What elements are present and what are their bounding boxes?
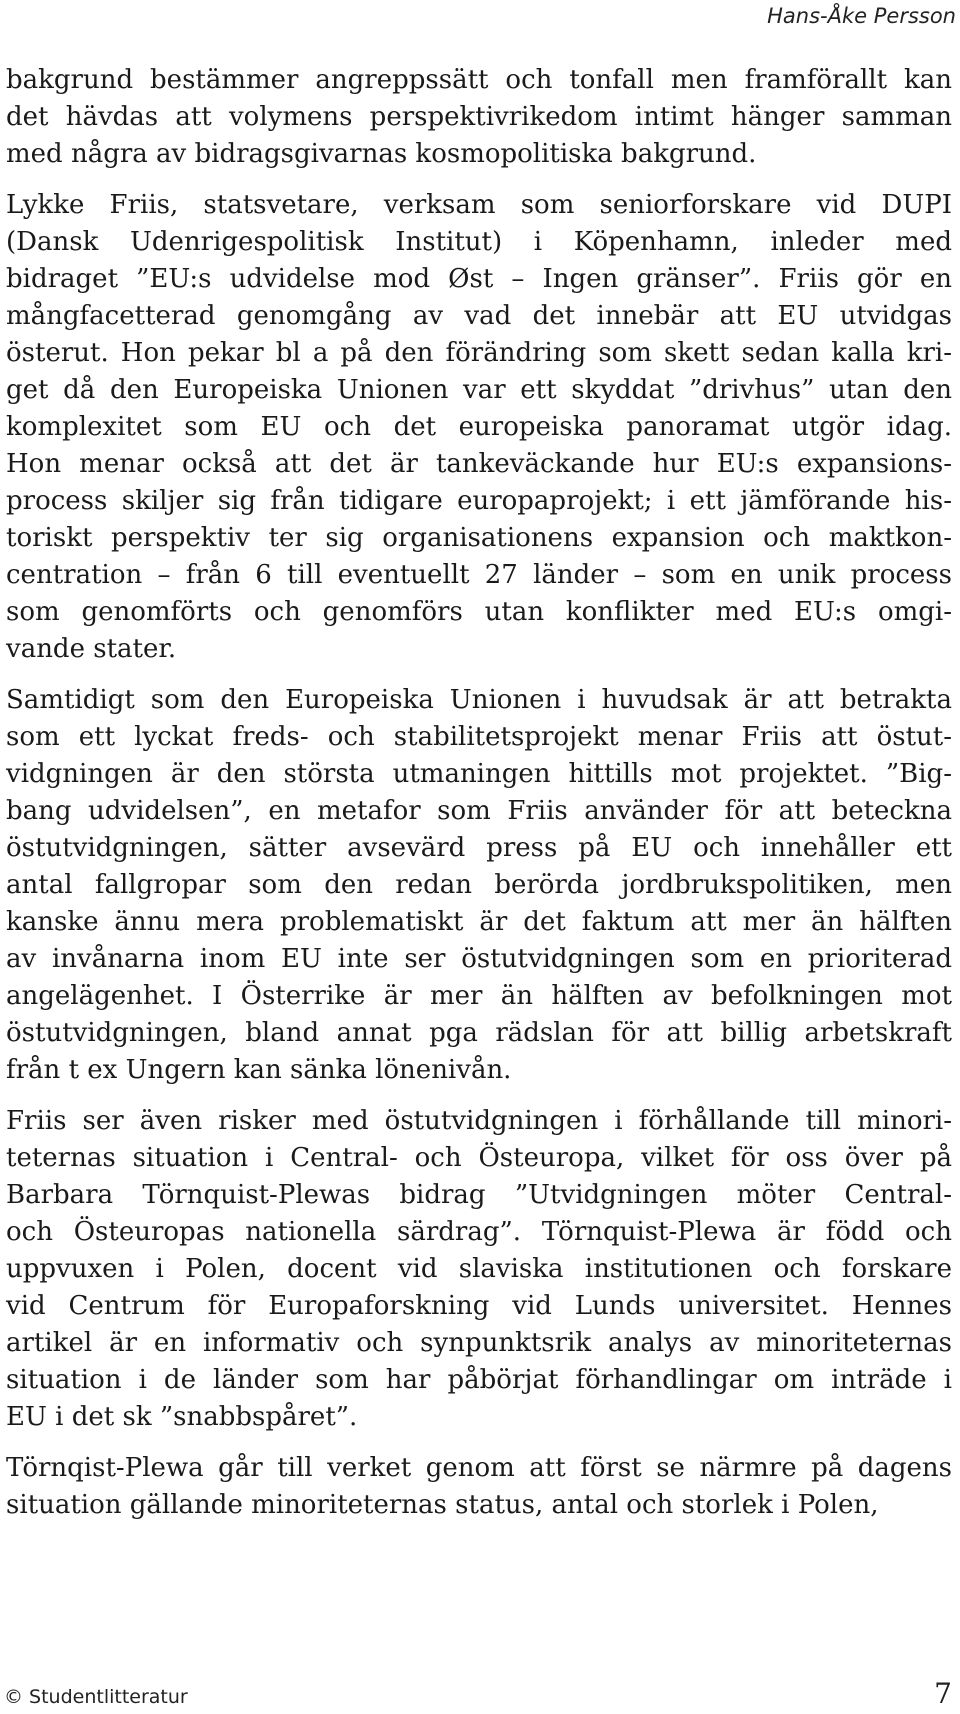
text-line: som genomförts och genomförs utan konflikter med EU:s omgi-	[6, 597, 952, 627]
text-line: österut. Hon pekar bl a på den förändring som skett sedan kalla kri-	[6, 338, 952, 368]
text-line: artikel är en informativ och synpunktsrik analys av minoriteternas	[6, 1328, 952, 1358]
paragraph	[6, 1450, 952, 1524]
text-line: östutvidgningen, sätter avsevärd press på EU och innehåller ett	[6, 833, 952, 863]
text-line: från t ex Ungern kan sänka lönenivån.	[6, 1055, 512, 1085]
text-line: bang udvidelsen”, en metafor som Friis använder för att beteckna	[6, 796, 952, 826]
text-line: östutvidgningen, bland annat pga rädslan för att billig arbetskraft	[6, 1018, 952, 1048]
text-line: komplexitet som EU och det europeiska panoramat utgör idag.	[6, 412, 952, 442]
text-line: uppvuxen i Polen, docent vid slaviska institutionen och forskare	[6, 1254, 952, 1284]
text-line: centration – från 6 till eventuellt 27 länder – som en unik process	[6, 560, 952, 590]
text-line: Barbara Törnquist-Plewas bidrag ”Utvidgningen möter Central-	[6, 1180, 952, 1210]
text-line: teternas situation i Central- och Östeuropa, vilket för oss över på	[6, 1143, 952, 1173]
text-line: angelägenhet. I Österrike är mer än hälften av befolkningen mot	[6, 981, 952, 1011]
text-line: process skiljer sig från tidigare europaprojekt; i ett jämförande his-	[6, 486, 952, 516]
paragraph	[6, 187, 952, 668]
text-line: vidgningen är den största utmaningen hittills mot projektet. ”Big-	[6, 759, 952, 789]
text-line: bidraget ”EU:s udvidelse mod Øst – Ingen gränser”. Friis gör en	[6, 264, 952, 294]
page-number: 7	[934, 1677, 952, 1710]
text-line: Samtidigt som den Europeiska Unionen i huvudsak är att betrakta	[6, 685, 952, 715]
running-head: Hans-Åke Persson	[767, 4, 956, 28]
paragraph	[6, 62, 952, 173]
text-line: toriskt perspektiv ter sig organisationens expansion och maktkon-	[6, 523, 952, 553]
text-line: Hon menar också att det är tankeväckande hur EU:s expansions-	[6, 449, 952, 479]
text-line: get då den Europeiska Unionen var ett skyddat ”drivhus” utan den	[6, 375, 952, 405]
text-line: EU i det sk ”snabbspåret”.	[6, 1402, 358, 1432]
text-line: (Dansk Udenrigespolitisk Institut) i Köpenhamn, inleder med	[6, 227, 952, 257]
text-line: antal fallgropar som den redan berörda jordbrukspolitiken, men	[6, 870, 952, 900]
text-line: som ett lyckat freds- och stabilitetsprojekt menar Friis att östut-	[6, 722, 952, 752]
paragraph	[6, 1103, 952, 1436]
text-line: vande stater.	[6, 634, 177, 664]
publisher-footer: © Studentlitteratur	[4, 1686, 188, 1708]
text-line: bakgrund bestämmer angreppssätt och tonfall men framförallt kan	[6, 65, 952, 95]
text-line: med några av bidragsgivarnas kosmopolitiska bakgrund.	[6, 139, 757, 169]
text-line: det hävdas att volymens perspektivrikedom intimt hänger samman	[6, 102, 952, 132]
body-text	[6, 62, 952, 1538]
text-line: kanske ännu mera problematiskt är det faktum att mer än hälften	[6, 907, 952, 937]
text-line: Lykke Friis, statsvetare, verksam som seniorforskare vid DUPI	[6, 190, 952, 220]
text-line: situation gällande minoriteternas status, antal och storlek i Polen,	[6, 1490, 879, 1520]
text-line: situation i de länder som har påbörjat förhandlingar om inträde i	[6, 1365, 952, 1395]
text-line: mångfacetterad genomgång av vad det innebär att EU utvidgas	[6, 301, 952, 331]
text-line: Törnqist-Plewa går till verket genom att först se närmre på dagens	[6, 1453, 952, 1483]
text-line: Friis ser även risker med östutvidgningen i förhållande till minori-	[6, 1106, 952, 1136]
paragraph	[6, 682, 952, 1089]
text-line: vid Centrum för Europaforskning vid Lunds universitet. Hennes	[6, 1291, 952, 1321]
text-line: av invånarna inom EU inte ser östutvidgningen som en prioriterad	[6, 944, 952, 974]
text-line: och Östeuropas nationella särdrag”. Törnquist-Plewa är född och	[6, 1217, 952, 1247]
